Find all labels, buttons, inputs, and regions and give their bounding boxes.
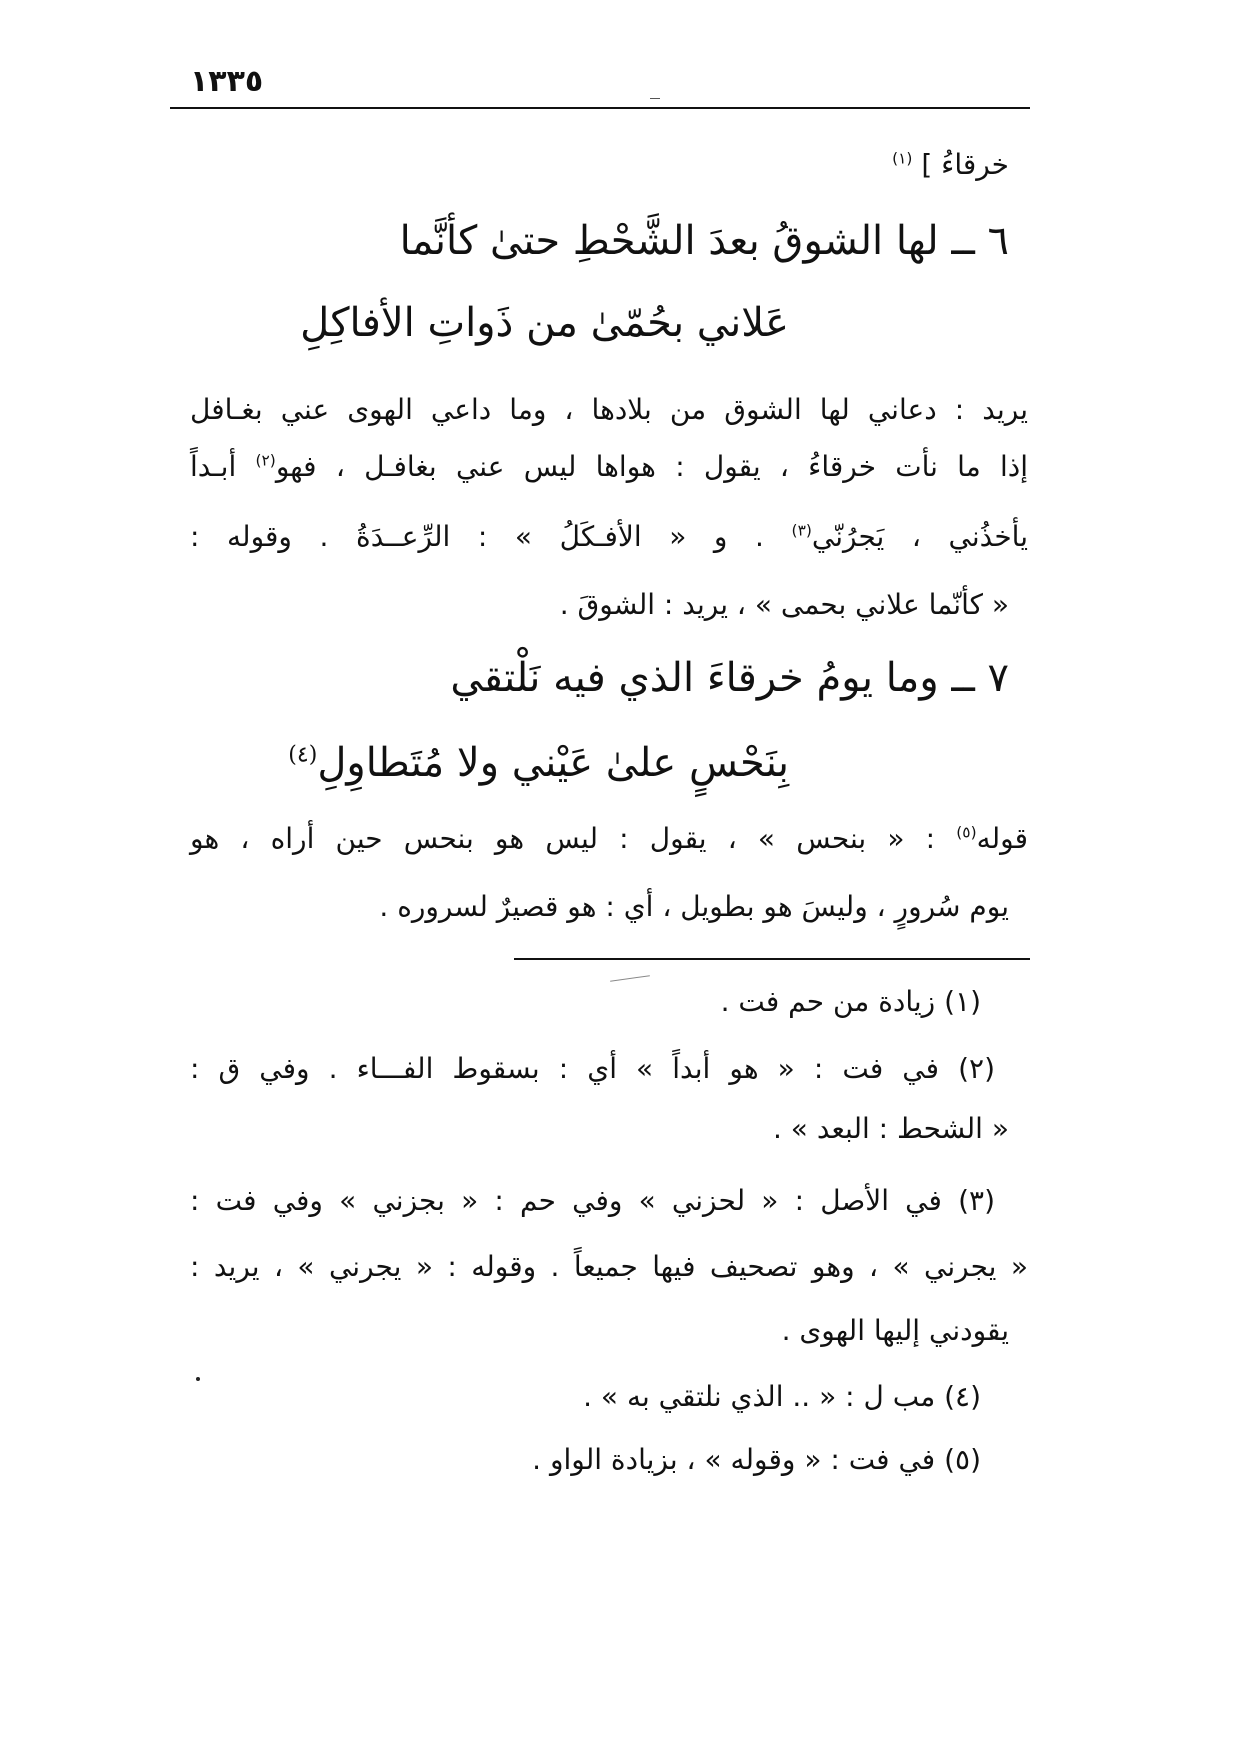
scan-speck (196, 1377, 200, 1381)
commentary-text: قوله (976, 822, 1028, 855)
commentary-line (190, 450, 1028, 483)
page-number: ١٣٣٥ (190, 64, 264, 99)
footnote-5: (٥) في فت : « وقوله » ، بزيادة الواو . (532, 1443, 981, 1476)
header-rule-mark (650, 98, 660, 99)
footnote-ref: (٥) (956, 823, 977, 842)
commentary-line (190, 520, 1028, 553)
commentary-line: يوم سُرورٍ ، وليسَ هو بطويل ، أي : هو قصيرٌ لسروره . (379, 890, 1009, 923)
footnote-1: (١) زيادة من حم فت . (720, 985, 981, 1018)
footnote-ref: (٤) (288, 742, 318, 768)
commentary-text: : « بنحس » ، يقول : ليس هو بنحس حين أراه ، هو (190, 822, 957, 855)
continuation-text: خرقاءُ ] (921, 148, 1009, 181)
commentary-text: إذا ما نأت خرقاءُ ، يقول : هواها ليس عني بغافـل ، فهو (275, 450, 1028, 483)
footnote-3-line-2: « يجرني » ، وهو تصحيف فيها جميعاً . وقوله : « يجرني » ، يريد : (190, 1250, 1028, 1283)
footnote-rule-mark (610, 975, 650, 982)
verse-6-first-hemistich: ٦ ــ لها الشوقُ بعدَ الشَّحْطِ حتىٰ كأنَّما (399, 218, 1009, 264)
commentary-line: يريد : دعاني لها الشوق من بلادها ، وما داعي الهوى عني بغـافل (190, 393, 1028, 426)
header-rule (170, 107, 1030, 109)
footnote-ref: (١) (892, 149, 913, 168)
commentary-line: « كأنّما علاني بحمى » ، يريد : الشوقَ . (559, 588, 1009, 621)
footnote-2-line-1: (٢) في فت : « هو أبداً » أي : بسقوط الفـــاء . وفي ق : (190, 1052, 995, 1085)
verse-continuation (892, 148, 1009, 181)
footnote-rule (514, 958, 1030, 960)
footnote-ref: (٢) (255, 451, 276, 470)
commentary-line (190, 822, 1028, 855)
hemistich-text: بِنَحْسٍ علىٰ عَيْني ولا مُتَطاوِلِ (317, 740, 789, 786)
verse-7-first-hemistich: ٧ ــ وما يومُ خرقاءَ الذي فيه نَلْتقي (450, 655, 1009, 701)
footnote-2-line-2: « الشحط : البعد » . (772, 1112, 1009, 1145)
verse-7-second-hemistich (288, 740, 1009, 786)
commentary-text: أبـداً (190, 450, 256, 483)
commentary-text: يأخذُني ، يَجرُنّي (811, 520, 1028, 553)
footnote-ref: (٣) (791, 521, 812, 540)
footnote-4: (٤) مب ل : « .. الذي نلتقي به » . (583, 1380, 981, 1413)
footnote-3-line-1: (٣) في الأصل : « لحزني » وفي حم : « بجزني » وفي فت : (190, 1184, 995, 1217)
commentary-text: . و « الأفـكَلُ » : الرِّعــدَةُ . وقوله : (190, 520, 792, 553)
footnote-3-line-3: يقودني إليها الهوى . (781, 1314, 1009, 1347)
verse-6-second-hemistich: عَلاني بحُمّىٰ من ذَواتِ الأفاكِلِ (300, 300, 789, 346)
